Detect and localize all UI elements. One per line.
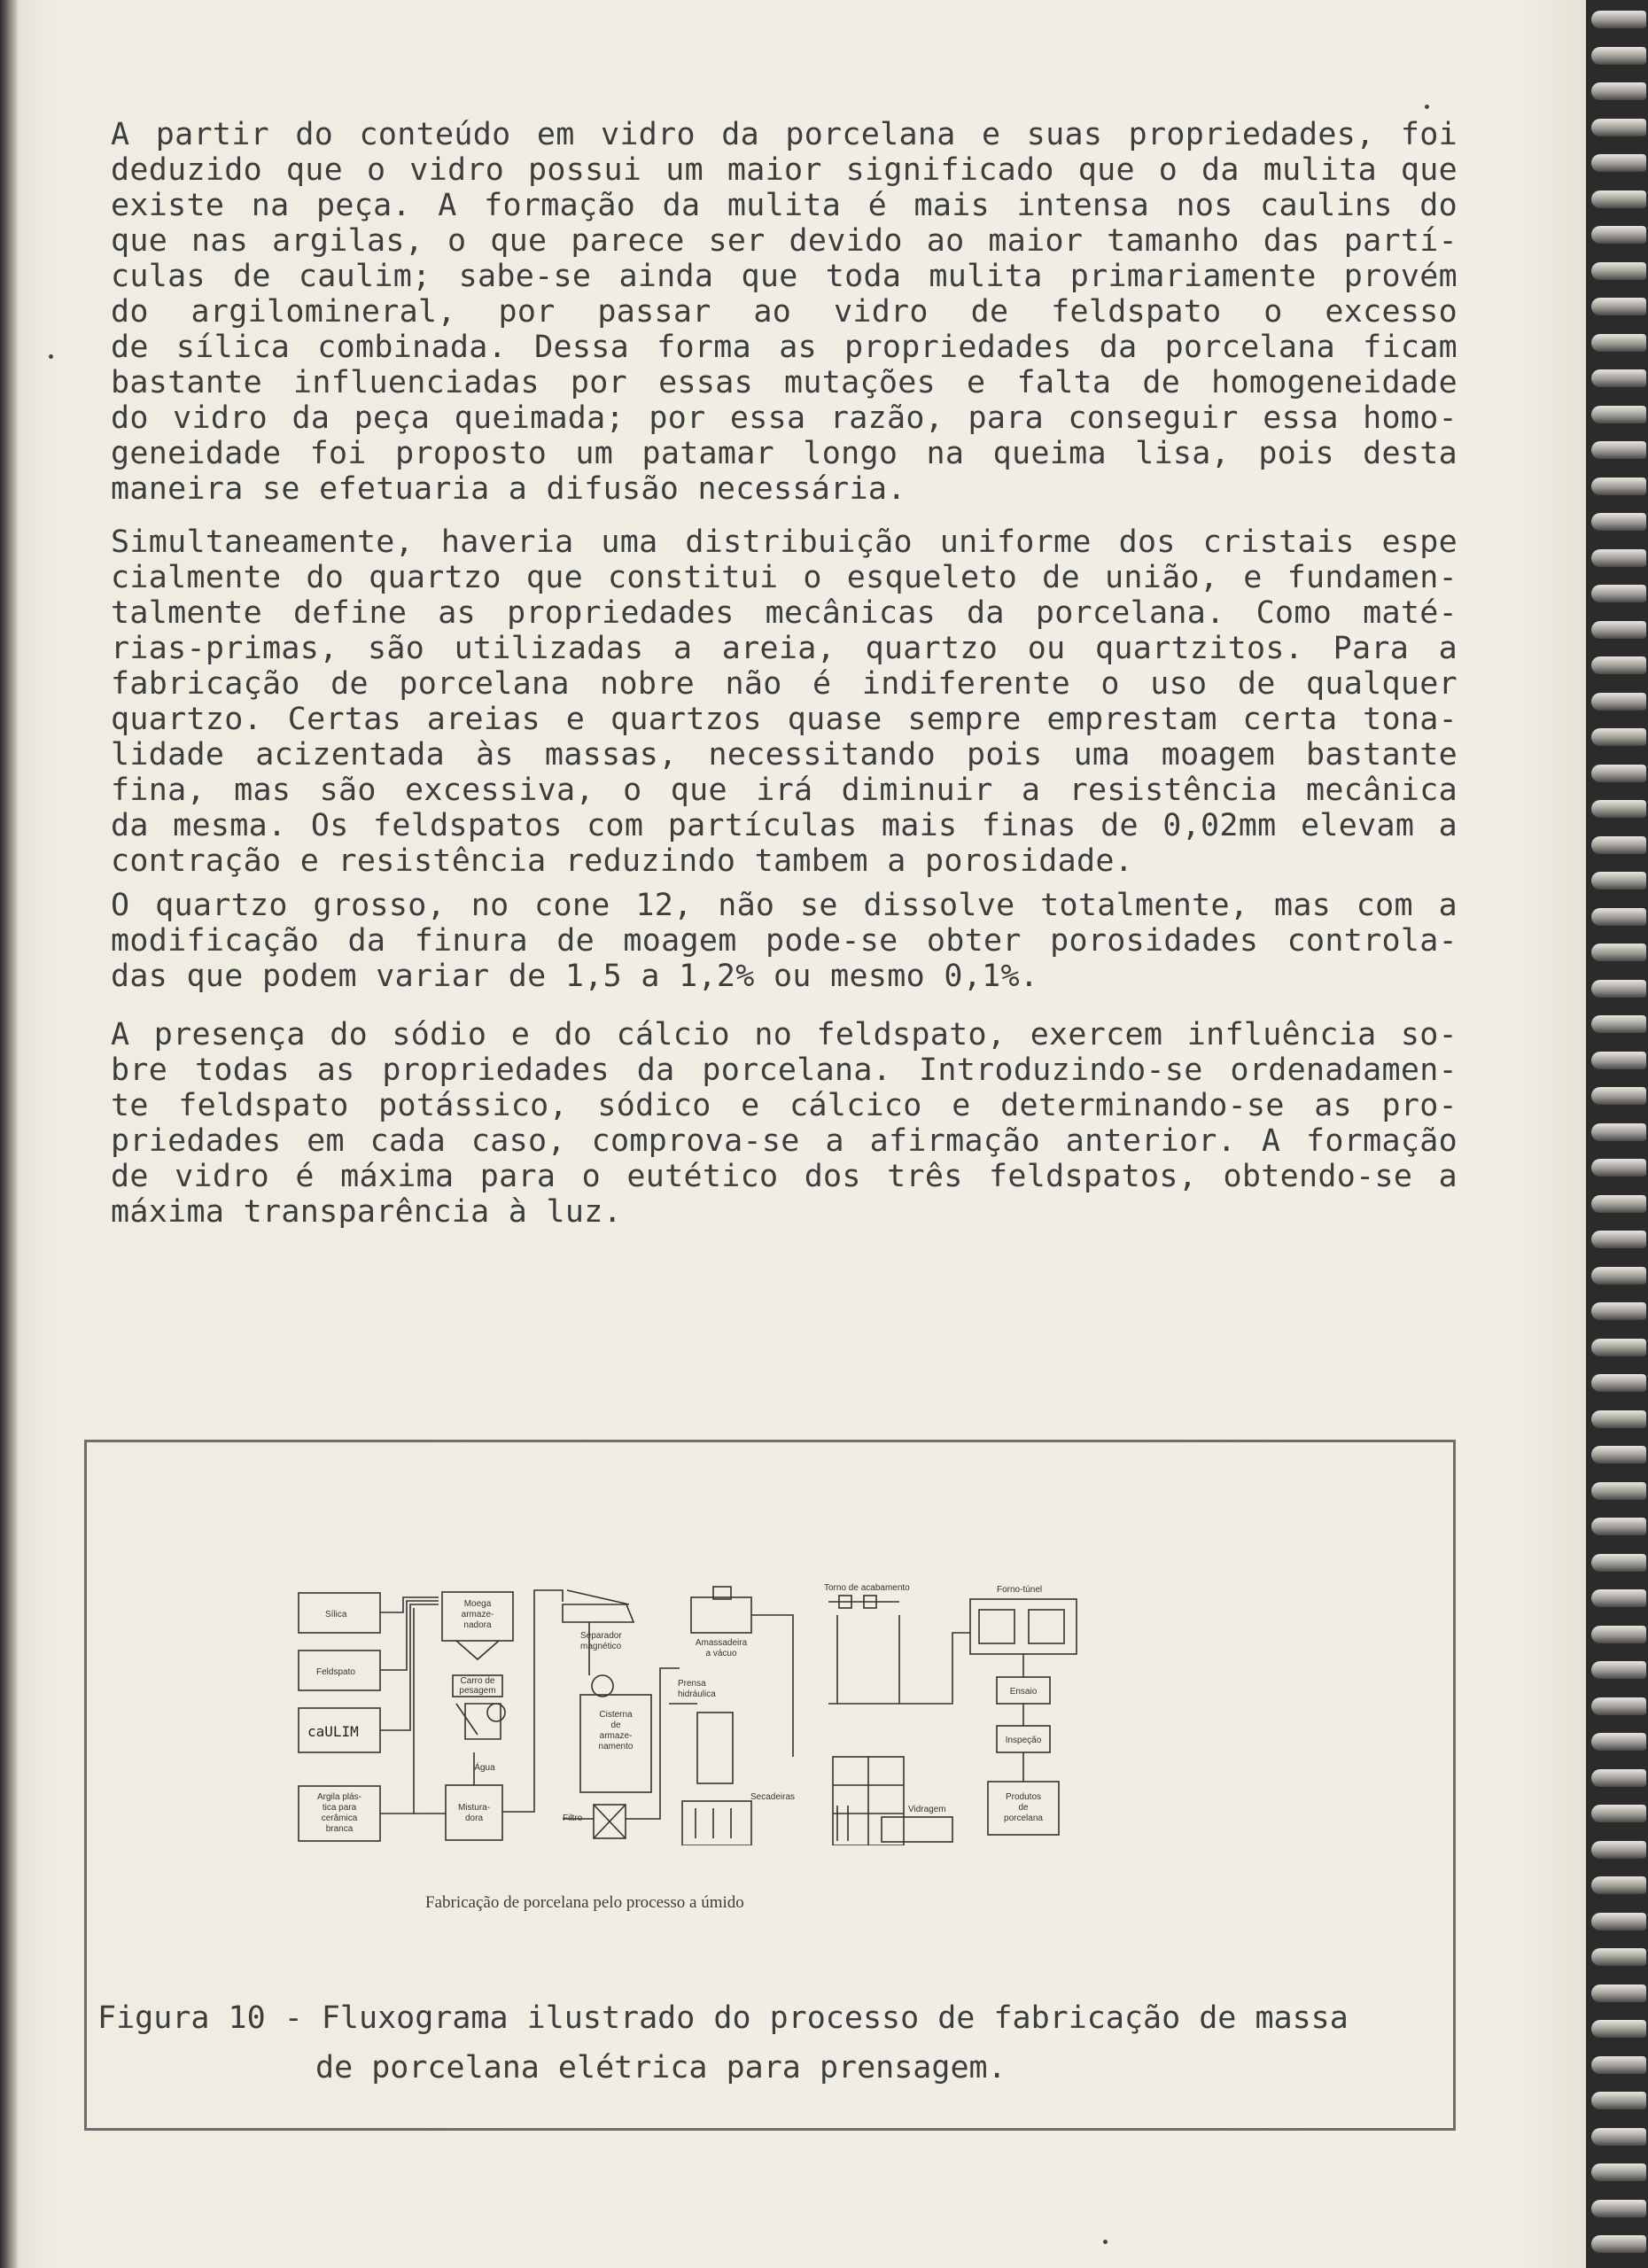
paragraph-2 (111, 524, 1458, 879)
svg-text:Filtro: Filtro (563, 1814, 583, 1823)
spiral-ring (1591, 369, 1646, 387)
spiral-ring (1591, 1661, 1646, 1679)
spiral-ring (1591, 1052, 1646, 1069)
spiral-ring (1591, 1267, 1646, 1285)
flow-diagram-svg (297, 1580, 1205, 1845)
spiral-ring (1591, 872, 1646, 889)
svg-text:Amassadeira: Amassadeira (695, 1638, 748, 1648)
spiral-ring (1591, 1446, 1646, 1464)
paragraph-1 (111, 117, 1458, 507)
speck (49, 354, 53, 359)
spiral-ring (1591, 656, 1646, 674)
svg-text:Forno-túnel: Forno-túnel (997, 1585, 1043, 1595)
text-line: rias-primas, são utilizadas a areia, quartzo ou quartzitos. Para a (111, 631, 1458, 666)
svg-text:Prensa: Prensa (678, 1679, 706, 1689)
spiral-ring (1591, 1159, 1646, 1177)
text-line: culas de caulim; sabe-se ainda que toda mulita primariamente provém (111, 259, 1458, 294)
figure-caption-line-2: de porcelana elétrica para prensagem. (315, 2050, 1007, 2085)
svg-text:hidráulica: hidráulica (678, 1689, 716, 1699)
text-line: de sílica combinada. Dessa forma as propriedades da porcelana ficam (111, 330, 1458, 365)
svg-text:Mistura-: Mistura- (457, 1803, 491, 1813)
spiral-ring (1591, 1195, 1646, 1213)
spiral-ring (1591, 226, 1646, 244)
svg-text:magnético: magnético (580, 1642, 622, 1651)
text-line: maneira se efetuaria a difusão necessária. (111, 471, 906, 507)
separador-shape (563, 1604, 634, 1622)
spiral-ring (1591, 2200, 1646, 2218)
spiral-ring (1591, 1554, 1646, 1572)
text-line: do vidro da peça queimada; por essa razão, para conseguir essa homo- (111, 400, 1458, 436)
spiral-ring (1591, 2128, 1646, 2146)
text-line: contração e resistência reduzindo tambem a porosidade. (111, 843, 1134, 879)
svg-text:caULIM: caULIM (307, 1723, 359, 1740)
spiral-ring (1591, 980, 1646, 998)
text-line: do argilomineral, por passar ao vidro de feldspato o excesso (111, 294, 1458, 330)
svg-text:Carro de: Carro de (460, 1676, 495, 1686)
text-line: da mesma. Os feldspatos com partículas mais finas de 0,02mm elevam a (111, 808, 1458, 843)
spiral-ring (1591, 1015, 1646, 1033)
spiral-ring (1591, 908, 1646, 926)
spiral-ring (1591, 1626, 1646, 1643)
spiral-ring (1591, 621, 1646, 639)
spiral-ring (1591, 1984, 1646, 2002)
spiral-ring (1591, 1841, 1646, 1859)
prensa-box (697, 1713, 733, 1783)
svg-text:armaze-: armaze- (461, 1610, 494, 1619)
spiral-ring (1591, 1948, 1646, 1966)
spiral-ring (1591, 765, 1646, 782)
svg-text:de: de (1018, 1803, 1029, 1813)
spiral-ring (1591, 728, 1646, 746)
spiral-ring (1591, 154, 1646, 172)
spiral-ring (1591, 334, 1646, 352)
text-line: A partir do conteúdo em vidro da porcelana e suas propriedades, foi (111, 117, 1458, 152)
svg-text:branca: branca (325, 1824, 354, 1834)
svg-text:Produtos: Produtos (1005, 1792, 1042, 1802)
spiral-ring (1591, 441, 1646, 459)
svg-text:Ensaio: Ensaio (1009, 1687, 1038, 1697)
text-line: A presença do sódio e do cálcio no feldspato, exercem influência so- (111, 1017, 1458, 1052)
spiral-ring (1591, 800, 1646, 818)
spiral-ring (1591, 2235, 1646, 2253)
spiral-ring (1591, 836, 1646, 854)
text-line: talmente define as propriedades mecânicas da porcelana. Como maté- (111, 595, 1458, 631)
page-edge-shadow (0, 0, 18, 2268)
text-line: das que podem variar de 1,5 a 1,2% ou mesmo 0,1%. (111, 959, 1039, 994)
spiral-ring (1591, 2020, 1646, 2038)
paragraph-4 (111, 1017, 1458, 1230)
svg-text:Separador: Separador (580, 1631, 622, 1641)
diagram-caption: Fabricação de porcelana pelo processo a úmido (425, 1893, 744, 1912)
figure-caption (97, 1993, 1349, 2093)
text-line: deduzido que o vidro possui um maior significado que o da mulita que (111, 152, 1458, 188)
spiral-ring (1591, 1374, 1646, 1392)
amassadeira-box (691, 1597, 751, 1633)
text-line: de vidro é máxima para o eutético dos três feldspatos, obtendo-se a (111, 1159, 1458, 1194)
spiral-binding (1586, 0, 1648, 2268)
svg-text:nadora: nadora (463, 1620, 492, 1630)
spiral-ring (1591, 1697, 1646, 1715)
spiral-ring (1591, 693, 1646, 711)
svg-text:tica para: tica para (322, 1803, 357, 1813)
svg-text:cerâmica: cerâmica (321, 1814, 358, 1823)
svg-text:Secadeiras: Secadeiras (750, 1792, 796, 1802)
svg-text:Vidragem: Vidragem (908, 1805, 946, 1814)
text-line: fina, mas são excessiva, o que irá diminuir a resistência mecânica (111, 773, 1458, 808)
spiral-ring (1591, 1302, 1646, 1320)
forno-box (970, 1599, 1077, 1654)
spiral-ring (1591, 1339, 1646, 1356)
svg-text:armaze-: armaze- (599, 1731, 633, 1741)
svg-text:pesagem: pesagem (459, 1686, 496, 1696)
diagram-labels (307, 1583, 1043, 1834)
spiral-ring (1591, 1913, 1646, 1930)
spiral-ring (1591, 119, 1646, 136)
text-line: Simultaneamente, haveria uma distribuição uniforme dos cristais espe (111, 524, 1458, 560)
text-line: lidade acizentada às massas, necessitando pois uma moagem bastante (111, 737, 1458, 773)
misturadora-box (446, 1785, 502, 1840)
text-line: te feldspato potássico, sódico e cálcico e determinando-se as pro- (111, 1088, 1458, 1123)
text-line: máxima transparência à luz. (111, 1194, 623, 1230)
spiral-ring (1591, 2163, 1646, 2181)
spiral-ring (1591, 47, 1646, 65)
svg-text:Feldspato: Feldspato (316, 1667, 355, 1677)
spiral-ring (1591, 2092, 1646, 2109)
svg-text:de: de (610, 1720, 621, 1730)
text-line: bre todas as propriedades da porcelana. Introduzindo-se ordenadamen- (111, 1052, 1458, 1088)
vidragem-box (882, 1817, 952, 1842)
text-line: O quartzo grosso, no cone 12, não se dissolve totalmente, mas com a (111, 888, 1458, 923)
text-line: quartzo. Certas areias e quartzos quase sempre emprestam certa tona- (111, 702, 1458, 737)
spiral-ring (1591, 2056, 1646, 2074)
secadeira-1 (682, 1801, 751, 1845)
text-line: bastante influenciadas por essas mutações e falta de homogeneidade (111, 365, 1458, 400)
spiral-ring (1591, 1805, 1646, 1822)
spiral-ring (1591, 1769, 1646, 1787)
spiral-ring (1591, 11, 1646, 28)
spiral-ring (1591, 549, 1646, 567)
svg-text:Inspeção: Inspeção (1005, 1736, 1042, 1745)
show-through-ghost (975, 1293, 991, 1324)
text-line: existe na peça. A formação da mulita é mais intensa nos caulins do (111, 188, 1458, 223)
spiral-ring (1591, 1733, 1646, 1751)
text-line: cialmente do quartzo que constitui o esqueleto de união, e fundamen- (111, 560, 1458, 595)
text-line: geneidade foi proposto um patamar longo na queima lisa, pois desta (111, 436, 1458, 471)
spiral-ring (1591, 1589, 1646, 1607)
svg-text:Sílica: Sílica (325, 1610, 347, 1619)
svg-text:Torno de acabamento: Torno de acabamento (824, 1583, 910, 1593)
figure-caption-line-1: Figura 10 - Fluxograma ilustrado do processo de fabricação de massa (97, 2000, 1349, 2036)
spiral-ring (1591, 513, 1646, 531)
svg-text:porcelana: porcelana (1004, 1814, 1043, 1823)
spiral-ring (1591, 406, 1646, 423)
spiral-ring (1591, 1876, 1646, 1894)
spiral-ring (1591, 1482, 1646, 1500)
paragraph-3 (111, 888, 1458, 994)
spiral-ring (1591, 585, 1646, 602)
svg-text:a vácuo: a vácuo (705, 1649, 737, 1658)
text-line: modificação da finura de moagem pode-se obter porosidades controla- (111, 923, 1458, 959)
text-line: fabricação de porcelana nobre não é indiferente o uso de qualquer (111, 666, 1458, 702)
spiral-ring (1591, 944, 1646, 961)
svg-text:Cisterna: Cisterna (599, 1710, 633, 1720)
spiral-ring (1591, 82, 1646, 100)
spiral-ring (1591, 478, 1646, 495)
text-line: que nas argilas, o que parece ser devido ao maior tamanho das partí- (111, 223, 1458, 259)
speck (1103, 2240, 1108, 2244)
svg-text:Argila plás-: Argila plás- (316, 1792, 362, 1802)
svg-text:Moega: Moega (463, 1599, 492, 1609)
text-line: priedades em cada caso, comprova-se a afirmação anterior. A formação (111, 1123, 1458, 1159)
spiral-ring (1591, 298, 1646, 315)
spiral-ring (1591, 1518, 1646, 1535)
spiral-ring (1591, 1087, 1646, 1105)
spiral-ring (1591, 190, 1646, 208)
spiral-ring (1591, 1410, 1646, 1428)
svg-text:namento: namento (598, 1742, 634, 1751)
svg-text:dora: dora (464, 1814, 484, 1823)
speck (1425, 105, 1429, 109)
spiral-ring (1591, 262, 1646, 280)
process-flow-diagram (297, 1580, 1205, 1845)
svg-text:Água: Água (474, 1763, 495, 1773)
spiral-ring (1591, 1231, 1646, 1248)
spiral-ring (1591, 1123, 1646, 1141)
